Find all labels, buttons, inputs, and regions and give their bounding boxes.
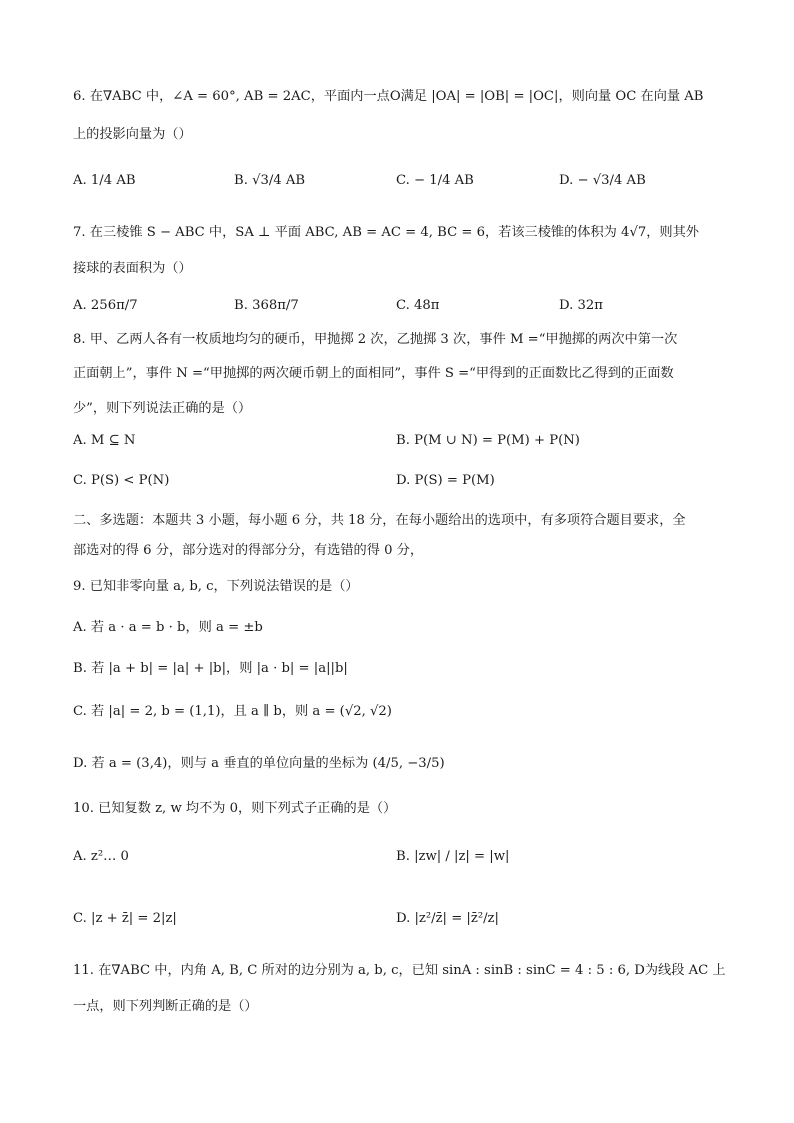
- q8-line2: 正面朝上”，事件 N =“甲抛掷的两次硬币朝上的面相同”，事件 S =“甲得到的正面数比乙得到的正面数: [73, 366, 674, 381]
- q6-line1: 6. 在∇ABC 中，∠A = 60°, AB = 2AC，平面内一点O满足 |OA| = |OB| = |OC|，则向量 OC 在向量 AB: [73, 89, 704, 104]
- q7-option-a: A. 256π/7: [73, 298, 138, 313]
- q7-option-d: D. 32π: [559, 298, 603, 313]
- q10-option-a: A. z²… 0: [73, 849, 129, 864]
- q10-stem: 10. 已知复数 z, w 均不为 0，则下列式子正确的是（）: [73, 801, 397, 816]
- section2-line2: 部选对的得 6 分，部分选对的得部分分，有选错的得 0 分，: [73, 543, 424, 558]
- q10-option-b: B. |zw| / |z| = |w|: [396, 849, 510, 864]
- q6-line2: 上的投影向量为（）: [73, 127, 192, 142]
- q10-option-c: C. |z + z̄| = 2|z|: [73, 911, 177, 926]
- q9-option-d: D. 若 a = (3,4)，则与 a 垂直的单位向量的坐标为 (4/5, −3/5): [73, 756, 445, 771]
- q7-line2: 接球的表面积为（）: [73, 261, 192, 276]
- q8-option-c: C. P(S) < P(N): [73, 473, 170, 488]
- q7-option-c: C. 48π: [396, 298, 440, 313]
- q11-line1: 11. 在∇ABC 中，内角 A, B, C 所对的边分别为 a, b, c，已知 sinA : sinB : sinC = 4 : 5 : 6, D为线段 AC 上: [73, 963, 726, 978]
- q9-option-b: B. 若 |a + b| = |a| + |b|，则 |a · b| = |a||b|: [73, 661, 348, 676]
- q8-line1: 8. 甲、乙两人各有一枚质地均匀的硬币，甲抛掷 2 次，乙抛掷 3 次，事件 M =“甲抛掷的两次中第一次: [73, 332, 678, 347]
- section2-line1: 二、多选题：本题共 3 小题，每小题 6 分，共 18 分，在每小题给出的选项中，有多项符合题目要求，全: [73, 513, 686, 528]
- q8-option-d: D. P(S) = P(M): [396, 473, 495, 488]
- q9-option-a: A. 若 a · a = b · b，则 a = ±b: [73, 620, 263, 635]
- q10-option-d: D. |z²/z̄| = |z̄²/z|: [396, 911, 499, 926]
- q11-line2: 一点，则下列判断正确的是（）: [73, 999, 258, 1014]
- q9-stem: 9. 已知非零向量 a, b, c，下列说法错误的是（）: [73, 579, 359, 594]
- q6-option-c: C. − 1/4 AB: [396, 173, 474, 188]
- q6-option-a: A. 1/4 AB: [73, 173, 136, 188]
- q6-option-b: B. √3/4 AB: [234, 173, 306, 188]
- q7-option-b: B. 368π/7: [234, 298, 299, 313]
- q8-option-b: B. P(M ∪ N) = P(M) + P(N): [396, 433, 580, 448]
- q8-option-a: A. M ⊆ N: [73, 433, 136, 448]
- q8-line3: 少”，则下列说法正确的是（）: [73, 401, 252, 416]
- q6-option-d: D. − √3/4 AB: [559, 173, 646, 188]
- q7-line1: 7. 在三棱锥 S − ABC 中，SA ⊥ 平面 ABC, AB = AC = 4, BC = 6，若该三棱锥的体积为 4√7，则其外: [73, 225, 699, 240]
- q9-option-c: C. 若 |a| = 2, b = (1,1)，且 a ∥ b，则 a = (√2, √2): [73, 704, 392, 719]
